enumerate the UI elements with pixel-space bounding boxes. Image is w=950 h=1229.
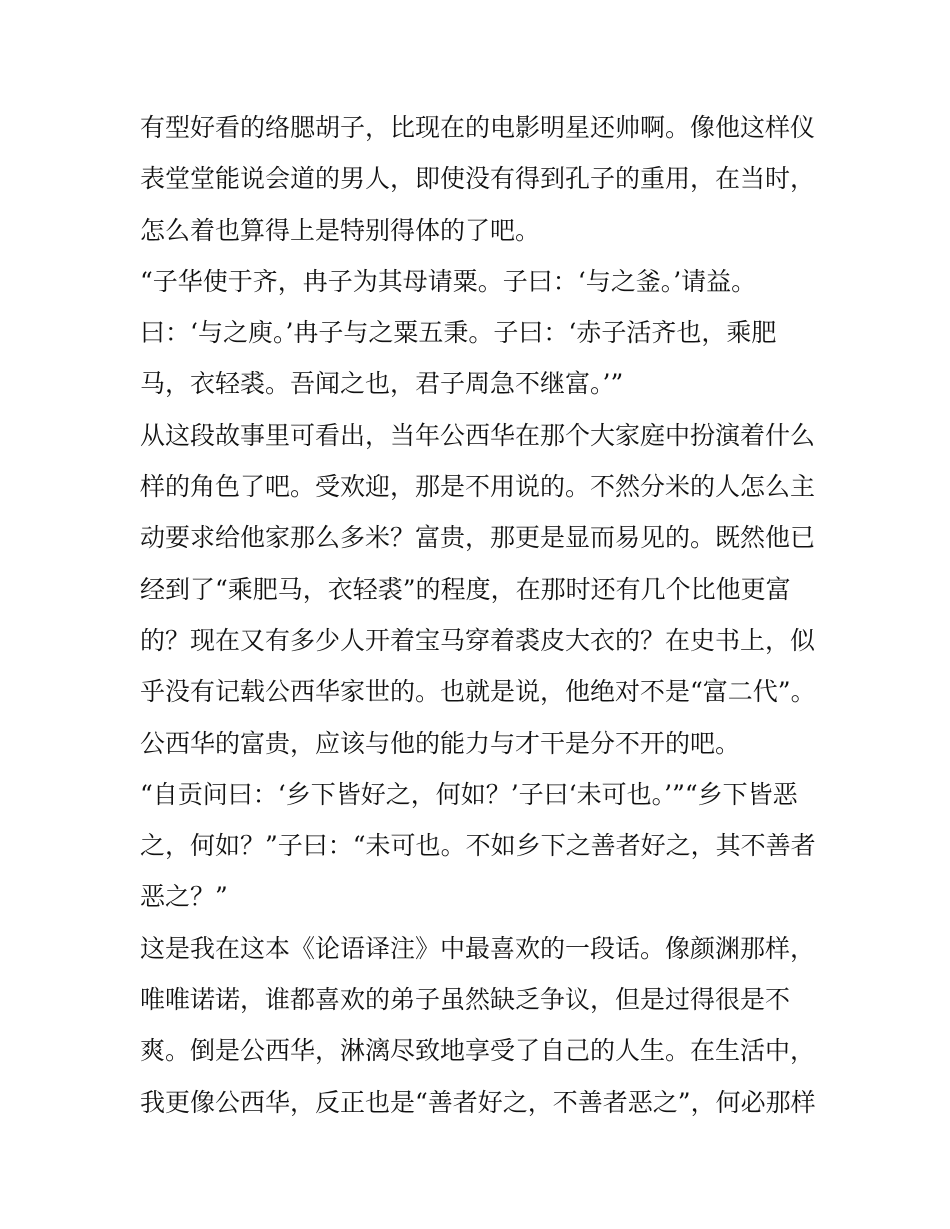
text-line: 怎么着也算得上是特别得体的了吧。 bbox=[140, 215, 541, 245]
text-line: 表堂堂能说会道的男人，即使没有得到孔子的重用，在当时， bbox=[140, 164, 816, 194]
text-line: 马，衣轻裘。吾闻之也，君子周急不继富。’” bbox=[140, 369, 624, 399]
text-line: 我更像公西华，反正也是“善者好之，不善者恶之”，何必那样 bbox=[140, 1087, 816, 1117]
text-line: 从这段故事里可看出，当年公西华在那个大家庭中扮演着什么 bbox=[140, 420, 816, 450]
text-line: 之，何如？”子曰：“未可也。不如乡下之善者好之，其不善者 bbox=[140, 831, 816, 861]
text-line: “自贡问曰：‘乡下皆好之，何如？’子曰‘未可也。’”“乡下皆恶 bbox=[140, 779, 798, 809]
text-line: 的？现在又有多少人开着宝马穿着裘皮大衣的？在史书上，似 bbox=[140, 625, 816, 655]
text-line: 恶之？” bbox=[140, 882, 228, 912]
text-line: 爽。倒是公西华，淋漓尽致地享受了自己的人生。在生活中， bbox=[140, 1036, 816, 1066]
text-line: 公西华的富贵，应该与他的能力与才干是分不开的吧。 bbox=[140, 728, 741, 758]
text-line: 乎没有记载公西华家世的。也就是说，他绝对不是“富二代”。 bbox=[140, 677, 816, 707]
text-line: “子华使于齐，冉子为其母请粟。子曰：‘与之釜。’请益。 bbox=[140, 266, 757, 296]
text-line: 动要求给他家那么多米？富贵，那更是显而易见的。既然他已 bbox=[140, 523, 816, 553]
text-line: 有型好看的络腮胡子，比现在的电影明星还帅啊。像他这样仪 bbox=[140, 113, 816, 142]
body-text bbox=[140, 102, 840, 1128]
text-line: 样的角色了吧。受欢迎，那是不用说的。不然分米的人怎么主 bbox=[140, 472, 816, 502]
text-line: 经到了“乘肥马，衣轻裘”的程度，在那时还有几个比他更富 bbox=[140, 574, 791, 604]
text-line: 曰：‘与之庾。’冉子与之粟五秉。子曰：‘赤子活齐也，乘肥 bbox=[140, 318, 777, 348]
text-line: 这是我在这本《论语译注》中最喜欢的一段话。像颜渊那样， bbox=[140, 933, 816, 963]
text-line: 唯唯诺诺，谁都喜欢的弟子虽然缺乏争议，但是过得很是不 bbox=[140, 985, 791, 1015]
